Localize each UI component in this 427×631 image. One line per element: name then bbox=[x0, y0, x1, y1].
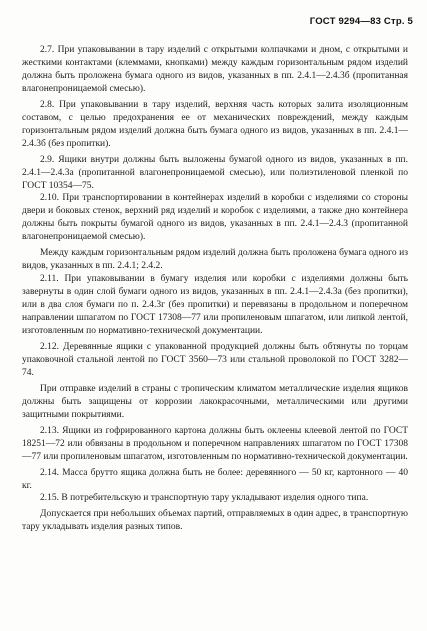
paragraph-2-12-continued: При отправке изделий в страны с тропическим климатом металлические изделия ящиков должны быть защищены от коррозии лакокрасочными, металлическими или другими защитными покрытиями. bbox=[22, 383, 408, 420]
paragraph-2-11: 2.11. При упаковывании в бумагу изделия или коробки с изделиями должны быть завернуты в один слой бумаги одного из видов, указанных в пп. 2.4.1—2.4.3а (без пропитки), или в два слоя бумаги по п. 2.4.3г (без пропитки) и перевязаны в продольном и поперечном направлении шпагатом по ГОСТ 17308—77 или пропиленовым шпагатом, или липкой лентой, изготовленным по нормативно-технической документации. bbox=[22, 274, 408, 337]
paragraph-2-9: 2.9. Ящики внутри должны быть выложены бумагой одного из видов, указанных в пп. 2.4.1—2.4.3а (пропитанной влагонепроницаемой смесью), или полиэтиленовой пленкой по ГОСТ 10354—75. bbox=[22, 154, 408, 191]
paragraph-2-10-continued: Между каждым горизонтальным рядом изделий должна быть проложена бумага одного из видов, указанных в пп. 2.4.1; 2.4.2. bbox=[22, 248, 408, 272]
page-number: Стр. 5 bbox=[383, 16, 413, 27]
paragraph-2-13: 2.13. Ящики из гофрированного картона должны быть оклеены клеевой лентой по ГОСТ 18251—72 или обвязаны в продольном и поперечном направлениях шпагатом по ГОСТ 17308—77 или пропиленовым шпагатом, изготовленным по нормативно-технической документации. bbox=[22, 425, 408, 462]
paragraph-2-15: 2.15. В потребительскую и транспортную тару укладывают изделия одного типа. bbox=[40, 493, 369, 504]
paragraph-2-12: 2.12. Деревянные ящики с упакованной продукцией должны быть обтянуты по торцам упаковочной стальной лентой по ГОСТ 3560—73 или стальной проволокой по ГОСТ 3282—74. bbox=[22, 341, 408, 378]
paragraph-2-7: 2.7. При упаковывании в тару изделий с открытыми колпачками и дном, с открытыми и жесткими контактами (клеммами, кнопками) между каждым горизонтальным рядом изделий должна быть проложена бумага одного из видов, указанных в пп. 2.4.1—2.4.3б (пропитанная влагонепроницаемой смесью). bbox=[22, 45, 408, 94]
standard-number: ГОСТ 9294—83 bbox=[309, 16, 382, 27]
paragraph-2-15-continued: Допускается при небольших объемах партий, отправляемых в один адрес, в транспортную тару укладывать изделия разных типов. bbox=[22, 509, 408, 533]
paragraph-2-8: 2.8. При упаковывании в тару изделий, верхняя часть которых залита изоляционным составом, с целью предохранения ее от механических повреждений, между каждым горизонтальным рядом изделий должна быть бумага одного из видов, указанных в пп. 2.4.1—2.4.3б (без пропитки). bbox=[22, 99, 408, 149]
paragraph-2-10: 2.10. При транспортировании в контейнерах изделий в коробки с изделиями со стороны двери и боковых стенок, верхний ряд изделий и коробок с изделиями, а также дно контейнера должны быть покрыты бумагой одного из видов, указанных в пп. 2.4.1—2.4.3 (пропитанной влагонепроницаемой смесью). bbox=[22, 193, 408, 243]
body-text bbox=[22, 44, 408, 534]
paragraph-2-14: 2.14. Масса брутто ящика должна быть не более: деревянного — 50 кг, картонного — 40 кг. bbox=[22, 467, 408, 491]
running-header bbox=[310, 16, 413, 27]
